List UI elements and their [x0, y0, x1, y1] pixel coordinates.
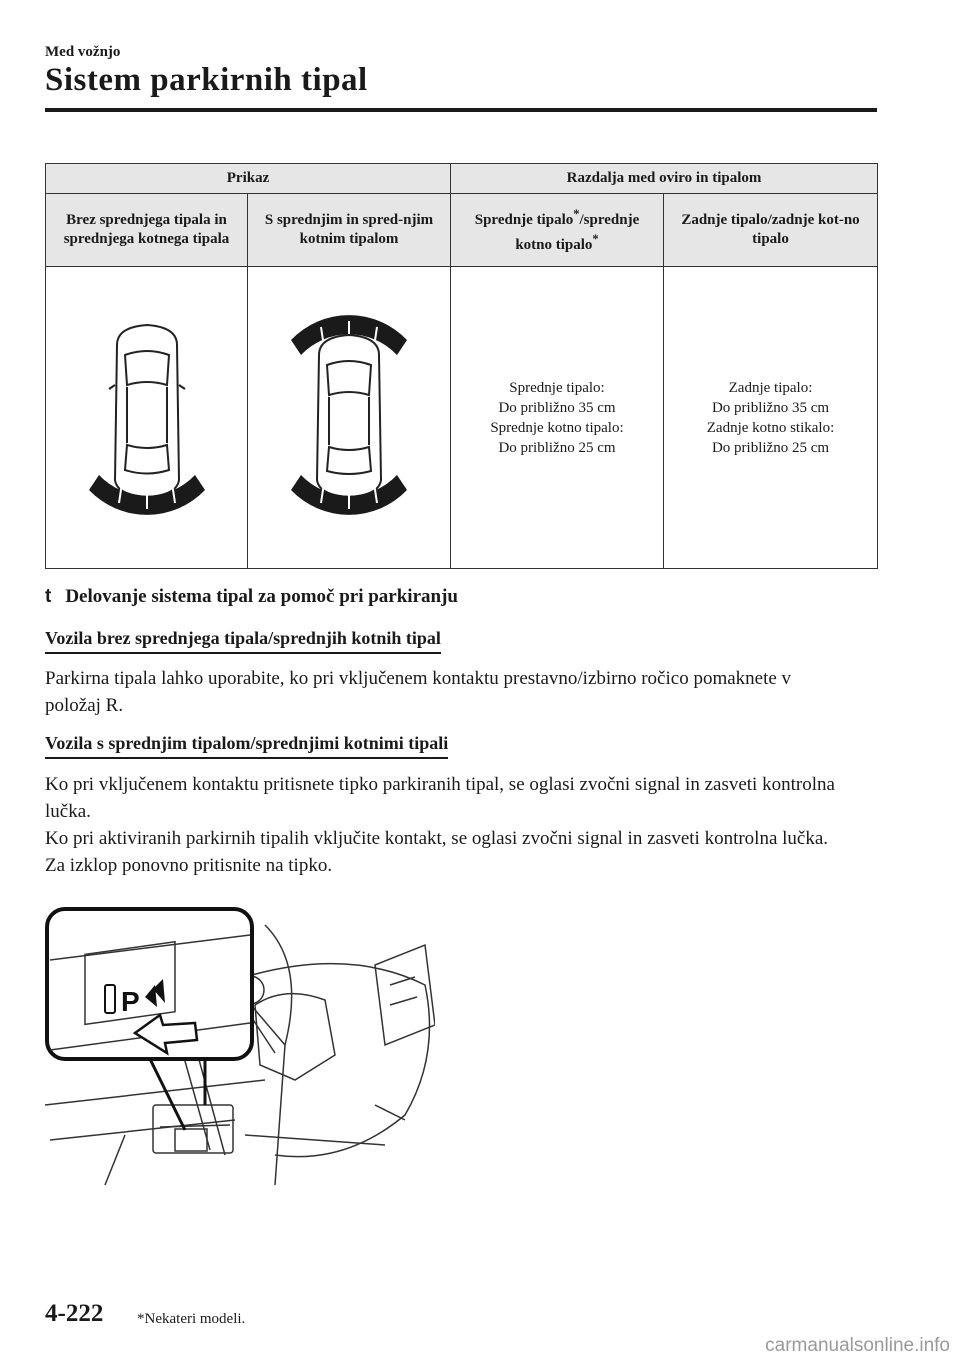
watermark: carmanualsonline.info [765, 1335, 950, 1356]
car-diagram-rear-only [46, 267, 248, 569]
paragraph-without-front: Parkirna tipala lahko uporabite, ko pri vključenem kontaktu prestavno/izbirno ročico pomaknete v položaj R. [45, 668, 792, 716]
paragraph-with-front: Ko pri vključenem kontaktu pritisnete tipko parkiranih tipal, se oglasi zvočni signal in zasveti kontrolna lučka. Ko pri aktiviranih parkirnih tipalih vključite kontakt, se oglasi zvočni signal in zasveti kontrolna lučka. Za izklop ponovno pritisnite na tipko. [45, 774, 835, 876]
subheader-without-front: Brez sprednjega tipala in sprednjega kotnega tipala [46, 194, 248, 267]
rear-distance-cell: Zadnje tipalo: Do približno 35 cm Zadnje kotno stikalo: Do približno 25 cm [664, 267, 878, 569]
car-top-view-icon [289, 315, 409, 515]
dashboard-illustration [45, 905, 435, 1190]
header-display: Prikaz [46, 164, 451, 194]
subheader-front-sensor: Sprednje tipalo*/sprednje kotno tipalo* [451, 194, 664, 267]
section-label: Med vožnjo [45, 44, 121, 60]
car-diagram-front-rear [248, 267, 451, 569]
page-number: 4-222 [45, 1300, 104, 1327]
page-title: Sistem parkirnih tipal [45, 62, 368, 98]
sensor-range-table [45, 163, 878, 569]
table-row [46, 267, 878, 569]
section-heading: t Delovanje sistema tipal za pomoč pri parkiranju [45, 586, 458, 607]
car-top-view-icon [87, 315, 207, 515]
title-rule [45, 108, 877, 112]
front-distance-cell: Sprednje tipalo: Do približno 35 cm Sprednje kotno tipalo: Do približno 25 cm [451, 267, 664, 569]
footnote: *Nekateri modeli. [137, 1311, 246, 1327]
header-distance: Razdalja med oviro in tipalom [451, 164, 878, 194]
table-subheader-row [46, 194, 878, 267]
subheader-with-front: S sprednjim in spred-njim kotnim tipalom [248, 194, 451, 267]
table-header-row [46, 164, 878, 194]
svg-text:P: P [121, 986, 140, 1017]
subheader-rear-sensor: Zadnje tipalo/zadnje kot-no tipalo [664, 194, 878, 267]
section-marker: t [45, 586, 52, 607]
subheading-without-front: Vozila brez sprednjega tipala/sprednjih kotnih tipal [45, 628, 441, 654]
subheading-with-front: Vozila s sprednjim tipalom/sprednjimi kotnimi tipali [45, 733, 448, 759]
